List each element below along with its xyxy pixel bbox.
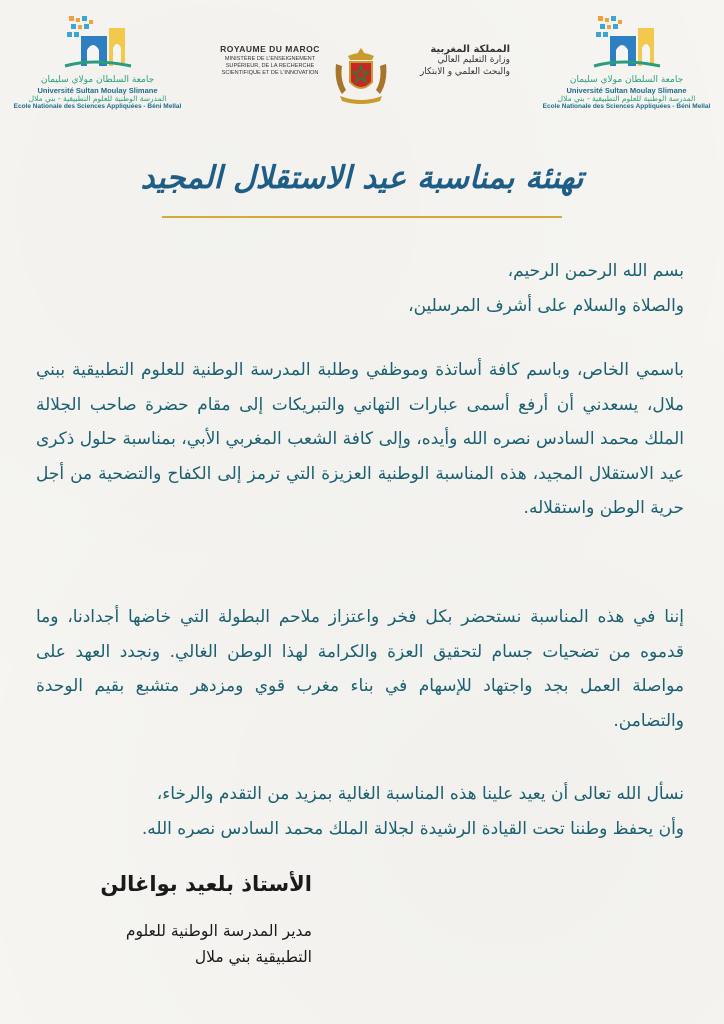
ministry-name-french bbox=[214, 44, 326, 77]
university-name-arabic: جامعة السلطان مولاي سليمان bbox=[569, 75, 684, 85]
title-divider bbox=[162, 216, 562, 218]
closing-paragraph bbox=[36, 777, 684, 846]
invocation-line: والصلاة والسلام على أشرف المرسلين، bbox=[408, 295, 684, 316]
university-emblem-icon bbox=[63, 14, 133, 72]
paragraph-text: باسمي الخاص، وباسم كافة أساتذة وموظفي وطلبة المدرسة الوطنية للعلوم التطبيقية ببني ملال، يسعدني أن أرفع أسمى عبارات التهاني والتبريكات إلى مقام حضرة صاحب الجلالة الملك محمد السادس نصره الله وأيده، وإلى كافة الشعب المغربي الأبي، بمناسبة حلول ذكرى عيد الاستقلال المجيد، هذه المناسبة الوطنية العزيزة التي ترمز إلى الكفاح والتضحية من أجل حرية الوطن واستقلاله. bbox=[36, 360, 684, 519]
signatory-name: الأستاذ بلعيد بواغالن bbox=[100, 872, 312, 896]
closing-line: وأن يحفظ وطننا تحت القيادة الرشيدة لجلالة الملك محمد السادس نصره الله. bbox=[141, 818, 684, 839]
university-name: Université Sultan Moulay Slimane bbox=[37, 85, 158, 95]
ministry-line-arabic: وزارة التعليم العالي bbox=[437, 55, 510, 65]
opening-invocation bbox=[36, 254, 684, 323]
royal-coat-of-arms-icon bbox=[330, 44, 392, 108]
closing-line: نسأل الله تعالى أن يعيد علينا هذه المناسبة الغالية بمزيد من التقدم والرخاء، bbox=[156, 784, 684, 804]
signatory-role bbox=[60, 918, 312, 970]
invocation-line: بسم الله الرحمن الرحيم، bbox=[507, 261, 684, 281]
university-logo-right bbox=[539, 14, 714, 110]
university-name-arabic: جامعة السلطان مولاي سليمان bbox=[40, 75, 155, 85]
paragraph bbox=[36, 353, 684, 526]
ministry-line: SCIENTIFIQUE ET DE L'INNOVATION bbox=[221, 69, 319, 76]
school-name-arabic: المدرسة الوطنية للعلوم التطبيقية - بني ملال bbox=[28, 93, 167, 103]
ministry-name-arabic bbox=[396, 44, 510, 78]
kingdom-label-arabic: المملكة المغربية bbox=[430, 44, 510, 55]
university-logo-left bbox=[10, 14, 185, 110]
paragraph bbox=[36, 600, 684, 738]
school-name: Ecole Nationale des Sciences Appliquées - Béni Mellal bbox=[542, 103, 711, 111]
role-line: مدير المدرسة الوطنية للعلوم bbox=[125, 922, 312, 940]
university-emblem-icon bbox=[592, 14, 662, 72]
paragraph-text: إننا في هذه المناسبة نستحضر بكل فخر واعتزاز ملاحم البطولة التي خاضها أجدادنا، وما قدموه من تضحيات جسام لتحقيق العزة والكرامة لهذا الوطن الغالي. ونجدد العهد على مواصلة العمل بجد واجتهاد للإسهام في بناء مغرب قوي ومزدهر متشبع بقيم الوحدة والتضامن. bbox=[36, 607, 684, 731]
ministry-header bbox=[214, 44, 510, 114]
kingdom-label: ROYAUME DU MAROC bbox=[220, 44, 320, 54]
letter-title: تهنئة بمناسبة عيد الاستقلال المجيد bbox=[140, 160, 584, 196]
school-name-arabic: المدرسة الوطنية للعلوم التطبيقية - بني ملال bbox=[557, 93, 696, 103]
role-line: التطبيقية بني ملال bbox=[194, 948, 312, 966]
ministry-line: SUPÉRIEUR, DE LA RECHERCHE bbox=[225, 62, 315, 69]
school-name: Ecole Nationale des Sciences Appliquées - Béni Mellal bbox=[13, 103, 182, 111]
ministry-line-arabic: والبحث العلمي و الابتكار bbox=[419, 66, 510, 77]
ministry-line: MINISTÈRE DE L'ENSEIGNEMENT bbox=[224, 56, 316, 62]
university-name: Université Sultan Moulay Slimane bbox=[566, 85, 687, 95]
